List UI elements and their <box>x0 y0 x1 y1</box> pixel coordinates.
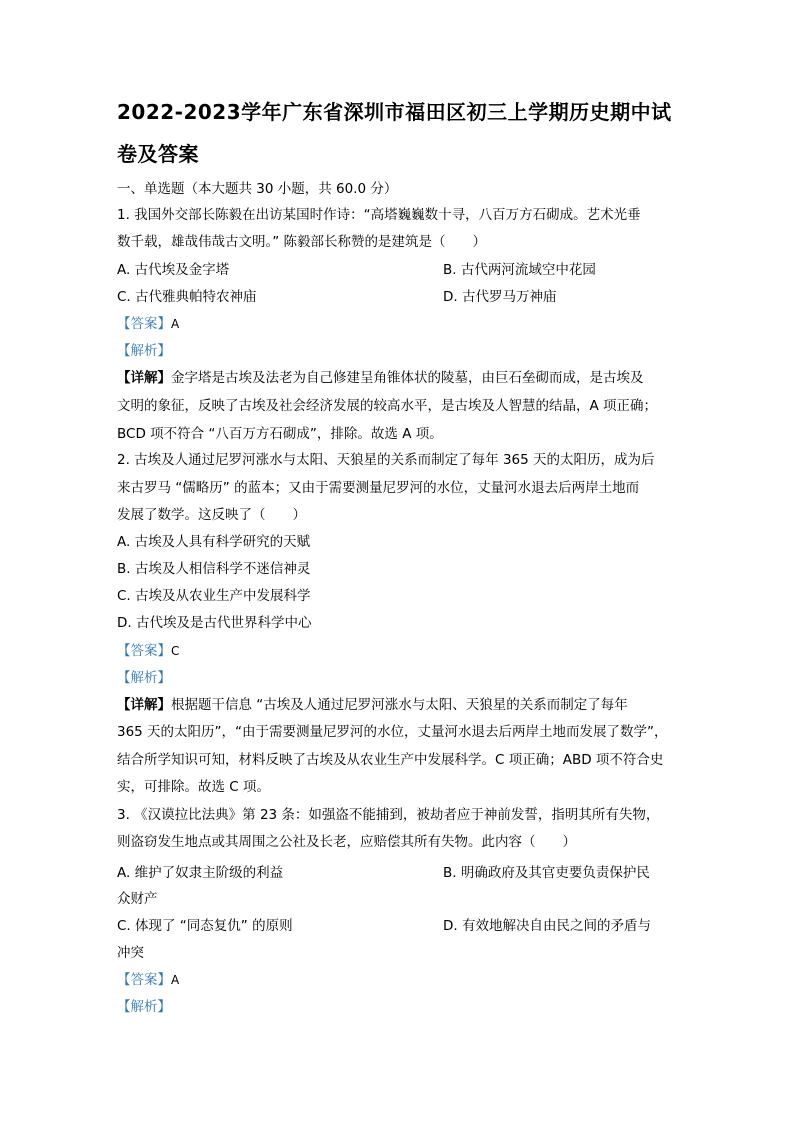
q3-option-a: A. 维护了奴隶主阶级的利益 <box>117 865 284 881</box>
q3-option-b-cont: 众财产 <box>117 891 158 907</box>
q1-analysis-label: 【解析】 <box>117 343 171 359</box>
q2-stem-line1: 2. 古埃及人通过尼罗河涨水与太阳、天狼星的关系而制定了每年 365 天的太阳历，成为后 <box>117 452 655 468</box>
answer-value: A <box>171 973 180 987</box>
q2-stem-line2: 来古罗马 “儒略历” 的蓝本；又由于需要测量尼罗河的水位，丈量河水退去后两岸土地而 <box>117 480 640 496</box>
q1-option-b: B. 古代两河流域空中花园 <box>443 262 596 278</box>
answer-value: C <box>171 644 180 658</box>
q1-option-d: D. 古代罗马万神庙 <box>443 289 557 305</box>
detail-text: 金字塔是古埃及法老为自己修建呈角锥体状的陵墓，由巨石垒砌而成，是古埃及 <box>171 370 644 386</box>
answer-label: 【答案】 <box>117 643 171 659</box>
q1-detail-line2: 文明的象征，反映了古埃及社会经济发展的较高水平，是古埃及人智慧的结晶，A 项正确； <box>117 398 658 414</box>
q2-analysis-label: 【解析】 <box>117 670 171 686</box>
q1-detail-line1 <box>117 369 644 387</box>
q3-stem-line1: 3. 《汉谟拉比法典》第 23 条：如强盗不能捕到，被劫者应于神前发誓，指明其所有失物， <box>117 807 660 823</box>
q2-detail-line3: 结合所学知识可知，材料反映了古埃及从农业生产中发展科学。C 项正确；ABD 项不符合史 <box>117 752 664 768</box>
q1-option-c: C. 古代雅典帕特农神庙 <box>117 289 257 305</box>
q3-option-d-cont: 冲突 <box>117 945 144 961</box>
q2-option-b: B. 古埃及人相信科学不迷信神灵 <box>117 561 311 577</box>
q1-option-a: A. 古代埃及金字塔 <box>117 262 230 278</box>
q1-stem-line2: 数千载，雄哉伟哉古文明。” 陈毅部长称赞的是建筑是（ ） <box>117 234 487 250</box>
answer-label: 【答案】 <box>117 972 171 988</box>
detail-text: 根据题干信息 “古埃及人通过尼罗河涨水与太阳、天狼星的关系而制定了每年 <box>171 697 628 713</box>
q2-stem-line3: 发展了数学。这反映了（ ） <box>117 507 306 523</box>
answer-label: 【答案】 <box>117 316 171 332</box>
q3-stem-line2: 则盗窃发生地点或其周围之公社及长老，应赔偿其所有失物。此内容（ ） <box>117 834 576 850</box>
q2-option-d: D. 古代埃及是古代世界科学中心 <box>117 615 312 631</box>
q2-detail-line4: 实，可排除。故选 C 项。 <box>117 779 271 795</box>
q2-option-c: C. 古埃及从农业生产中发展科学 <box>117 588 311 604</box>
answer-value: A <box>171 317 180 331</box>
document-title-line1: 2022-2023学年广东省深圳市福田区初三上学期历史期中试 <box>117 100 672 124</box>
q3-analysis-label: 【解析】 <box>117 999 171 1015</box>
q2-option-a: A. 古埃及人具有科学研究的天赋 <box>117 534 311 550</box>
detail-label: 【详解】 <box>117 370 171 386</box>
q2-answer <box>117 642 179 660</box>
q2-detail-line2: 365 天的太阳历”，“由于需要测量尼罗河的水位，丈量河水退去后两岸土地而发展了数学”， <box>117 724 668 740</box>
q3-option-d: D. 有效地解决自由民之间的矛盾与 <box>443 918 651 934</box>
document-title-line2: 卷及答案 <box>117 142 199 166</box>
q2-detail-line1 <box>117 696 628 714</box>
q3-option-c: C. 体现了 “同态复仇” 的原则 <box>117 918 293 934</box>
detail-label: 【详解】 <box>117 697 171 713</box>
q1-answer <box>117 315 179 333</box>
q3-option-b: B. 明确政府及其官吏要负责保护民 <box>443 865 650 881</box>
section-heading: 一、单选题（本大题共 30 小题，共 60.0 分） <box>117 181 398 197</box>
q1-detail-line3: BCD 项不符合 “八百万方石砌成”，排除。故选 A 项。 <box>117 426 443 442</box>
q1-stem-line1: 1. 我国外交部长陈毅在出访某国时作诗：“高塔巍巍数十寻，八百万方石砌成。艺术光垂 <box>117 207 641 223</box>
q3-answer <box>117 971 179 989</box>
